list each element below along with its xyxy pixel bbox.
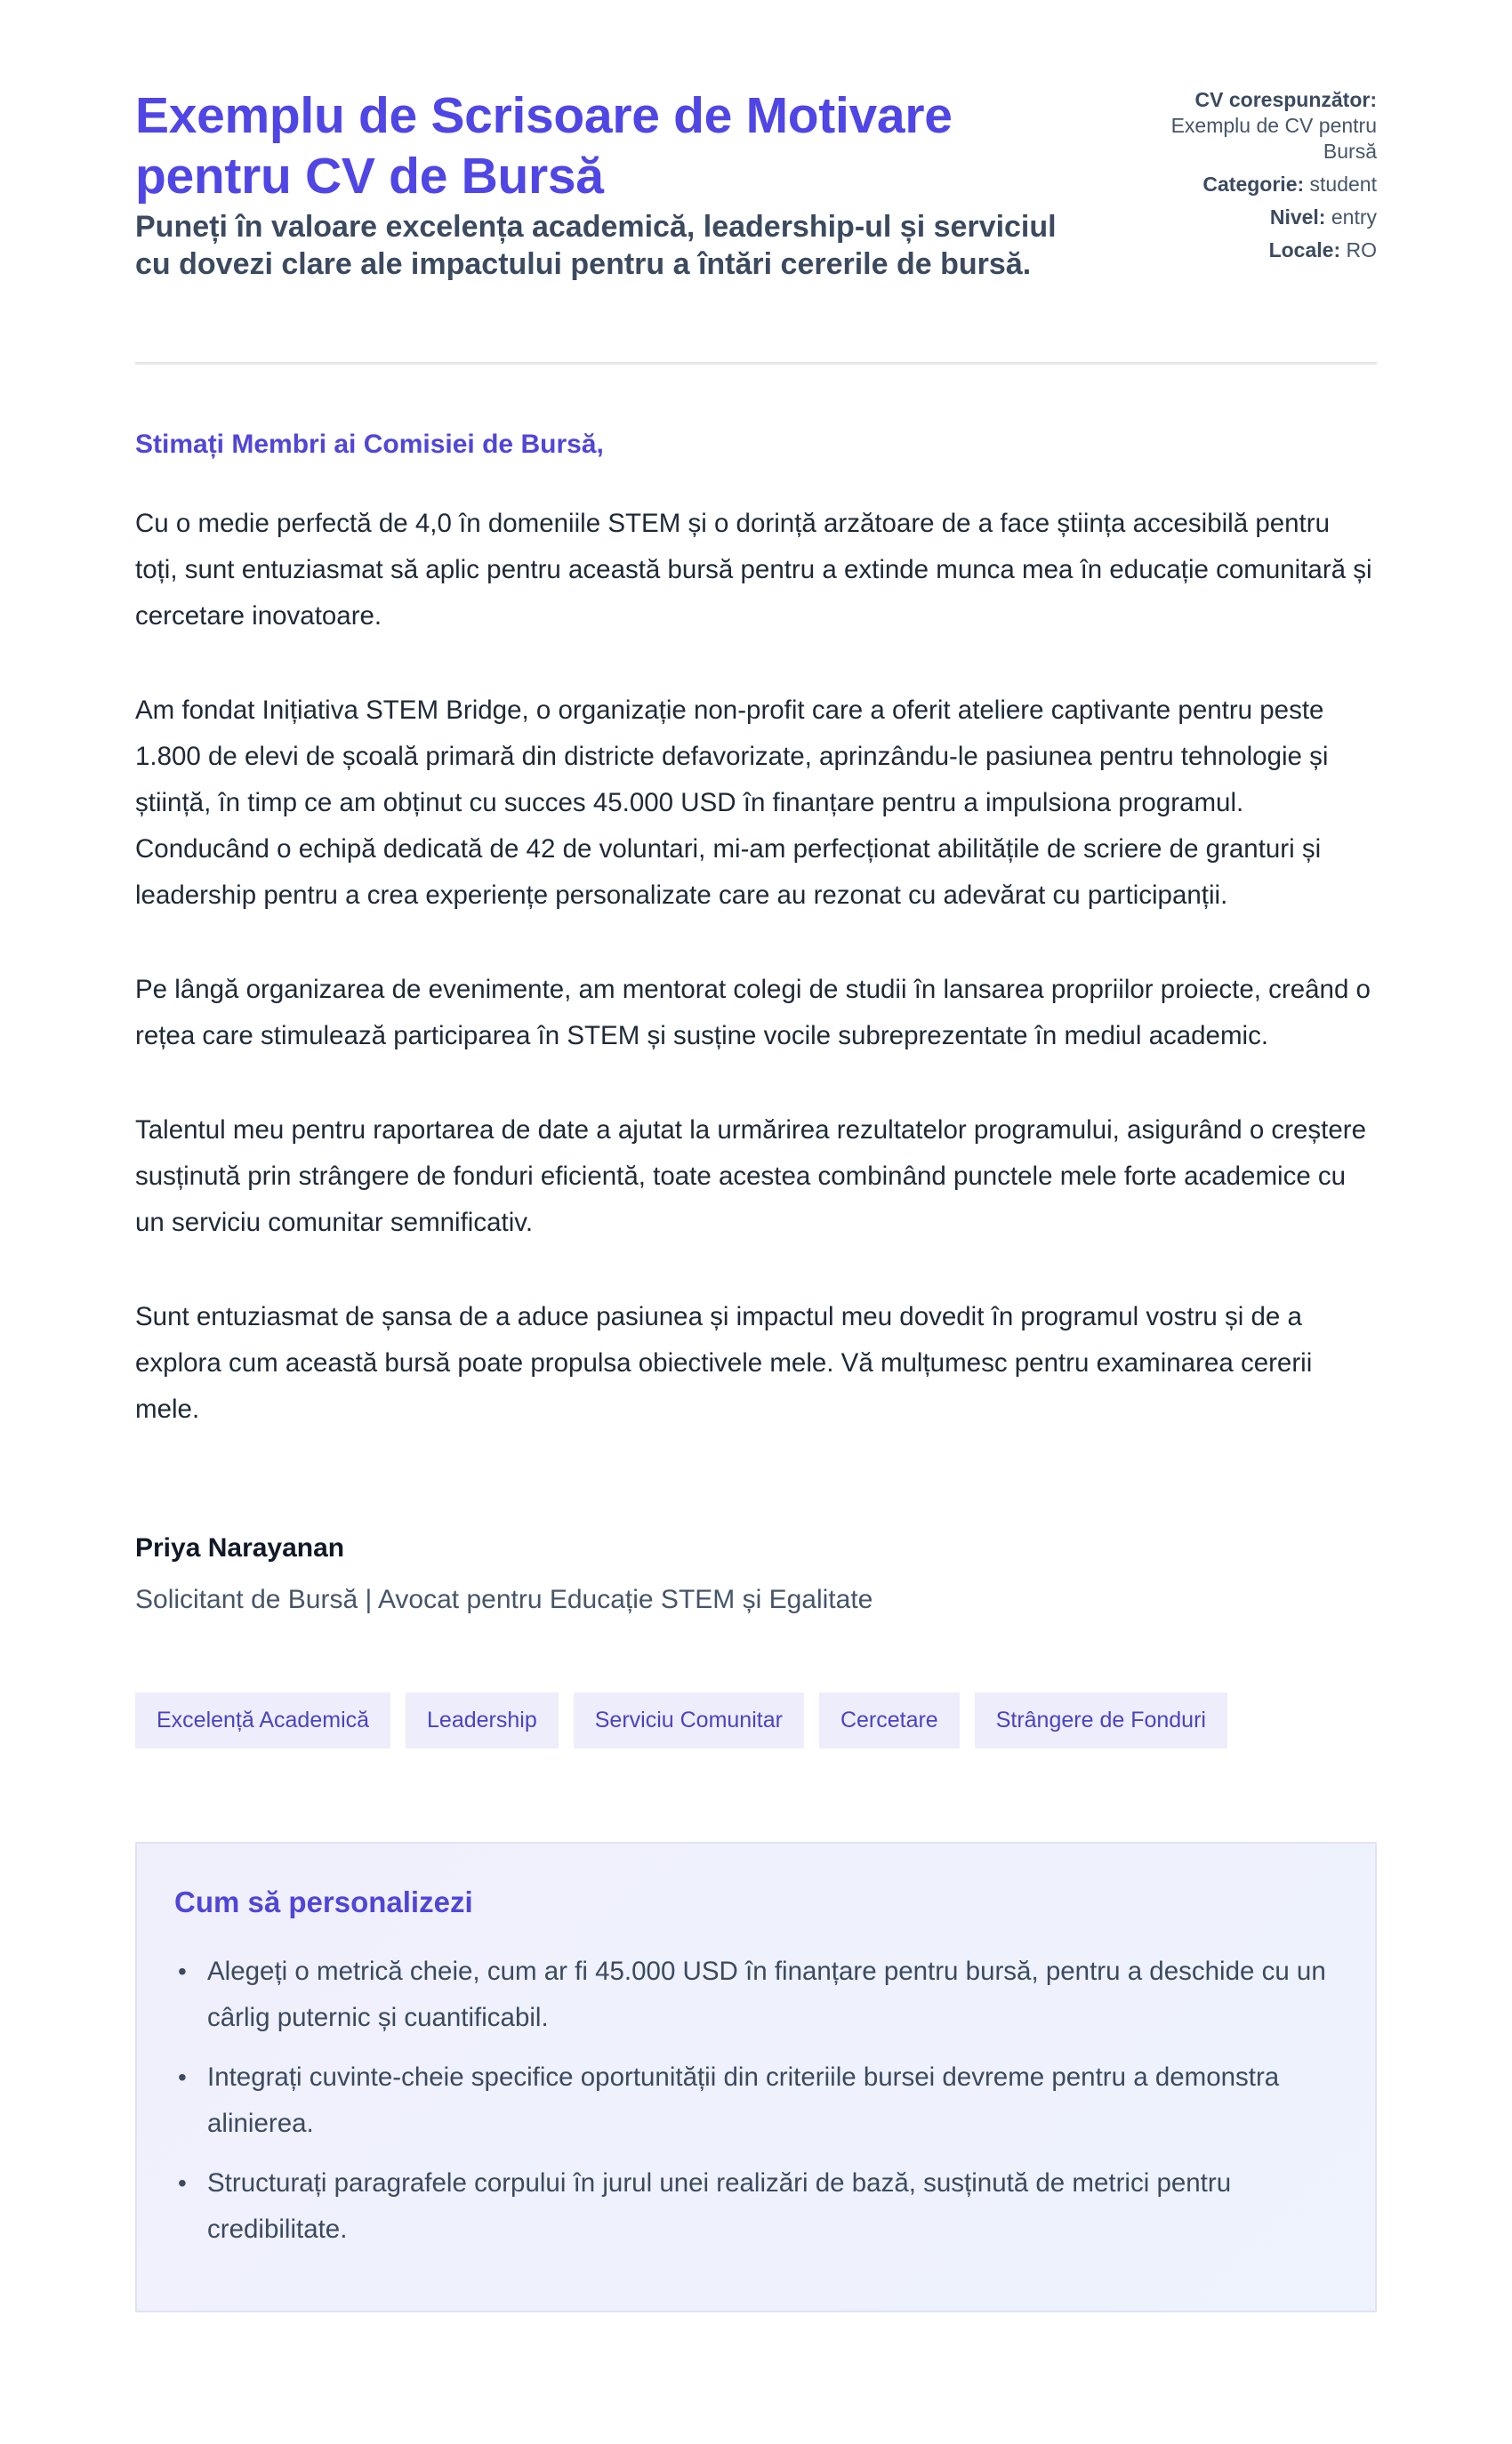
meta-value: entry (1331, 205, 1377, 229)
signature (135, 1531, 1377, 1618)
letter-paragraph: Am fondat Inițiativa STEM Bridge, o organizație non-profit care a oferit ateliere captivante pentru peste 1.800 de elevi de școală primară din districte defavorizate, aprinzându-le pasiunea pentru tehnologie și știință, în timp ce am obținut cu succes 45.000 USD în finanțare pentru a impulsiona programul. Conducând o echipă dedicată de 42 de voluntari, mi-am perfecționat abilitățile de scriere de granturi și leadership pentru a crea experiențe personalizate care au rezonat cu adevărat cu participanții. (135, 695, 1329, 910)
bullet-icon: • (178, 1958, 187, 1985)
meta-label: Nivel: (1269, 205, 1326, 229)
meta-value: Exemplu de CV pentru Bursă (1170, 114, 1377, 163)
tag-list (135, 1692, 1377, 1749)
tip-item (174, 1949, 1338, 2041)
page-title: Exemplu de Scrisoare de Motivare pentru CV de Bursă (135, 87, 953, 205)
meta-level (1119, 205, 1377, 230)
tag: Strângere de Fonduri (975, 1692, 1227, 1749)
letter-paragraph: Pe lângă organizarea de evenimente, am mentorat colegi de studii în lansarea propriilor proiecte, creând o rețea care stimulează participarea în STEM și susține vocile subreprezentate în mediul academic. (135, 975, 1371, 1050)
meta-label: CV corespunzător: (1194, 88, 1377, 111)
meta-cv (1119, 87, 1377, 165)
tag: Serviciu Comunitar (574, 1692, 804, 1749)
meta-value: RO (1346, 238, 1377, 261)
tips-list (174, 1949, 1338, 2253)
meta-value: student (1309, 173, 1377, 196)
meta-panel (1119, 87, 1377, 270)
bullet-icon: • (178, 2063, 187, 2091)
tip-item (174, 2160, 1338, 2253)
signature-title: Solicitant de Bursă | Avocat pentru Educație STEM și Egalitate (135, 1585, 873, 1614)
meta-category (1119, 172, 1377, 197)
page-subtitle: Puneți în valoare excelența academică, leadership-ul și serviciul cu dovezi clare ale impactului pentru a întări cererile de bursă. (135, 210, 1057, 281)
bullet-icon: • (178, 2169, 187, 2197)
header-left (135, 85, 1096, 283)
tag: Leadership (406, 1692, 559, 1749)
tips-title: Cum să personalizezi (174, 1885, 473, 1918)
meta-label: Locale: (1268, 238, 1341, 261)
tip-item (174, 2054, 1338, 2147)
tip-text: Integrați cuvinte-cheie specifice oportunității din criteriile bursei devreme pentru a demonstra alinierea. (207, 2062, 1280, 2138)
letter-body (135, 427, 1377, 1618)
letter-paragraph: Talentul meu pentru raportarea de date a ajutat la urmărirea rezultatelor programului, asigurând o creștere susținută prin strângere de fonduri eficientă, toate acestea combinând punctele mele forte academice cu un serviciu comunitar semnificativ. (135, 1115, 1366, 1237)
tip-text: Structurați paragrafele corpului în jurul unei realizări de bază, susținută de metrici pentru credibilitate. (207, 2168, 1232, 2244)
customization-tips (135, 1842, 1377, 2312)
tag: Excelență Academică (135, 1692, 390, 1749)
letter-paragraph: Cu o medie perfectă de 4,0 în domeniile STEM și o dorință arzătoare de a face știința accesibilă pentru toți, sunt entuziasmat să aplic pentru această bursă pentru a extinde munca mea în educație comunitară și cercetare inovatoare. (135, 509, 1372, 631)
document-page (135, 0, 1377, 2312)
meta-locale (1119, 237, 1377, 263)
meta-label: Categorie: (1202, 173, 1305, 196)
page-header (135, 0, 1377, 365)
salutation: Stimați Membri ai Comisiei de Bursă, (135, 430, 604, 459)
signature-name: Priya Narayanan (135, 1533, 345, 1563)
tip-text: Alegeți o metrică cheie, cum ar fi 45.000 USD în finanțare pentru bursă, pentru a deschide cu un cârlig puternic și cuantificabil. (207, 1957, 1326, 2032)
letter-paragraph: Sunt entuziasmat de șansa de a aduce pasiunea și impactul meu dovedit în programul vostru și de a explora cum această bursă poate propulsa obiectivele mele. Vă mulțumesc pentru examinarea cererii mele. (135, 1302, 1313, 1424)
tag: Cercetare (819, 1692, 960, 1749)
